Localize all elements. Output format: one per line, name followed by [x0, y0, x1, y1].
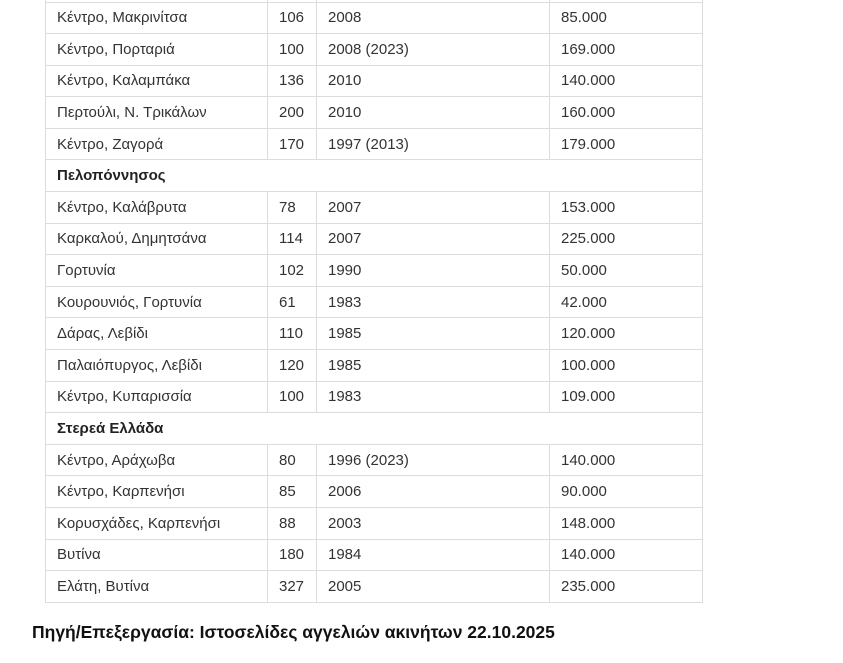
price-cell: 179.000 — [550, 128, 703, 160]
location-cell: Βυτίνα — [46, 539, 268, 571]
location-cell: Κέντρο, Καλάβρυτα — [46, 192, 268, 224]
listing-row — [46, 286, 703, 318]
property-listings-table — [45, 0, 703, 603]
year-cell: 2007 — [317, 223, 550, 255]
price-cell: 140.000 — [550, 539, 703, 571]
listing-row — [46, 223, 703, 255]
price-cell: 90.000 — [550, 476, 703, 508]
year-cell: 1997 (2013) — [317, 128, 550, 160]
listing-row — [46, 255, 703, 287]
size-cell: 136 — [268, 65, 317, 97]
location-cell: Περτούλι, Ν. Τρικάλων — [46, 97, 268, 129]
year-cell: 2010 — [317, 97, 550, 129]
listing-row — [46, 65, 703, 97]
year-cell: 1996 (2023) — [317, 444, 550, 476]
source-line: Πηγή/Επεξεργασία: Ιστοσελίδες αγγελιών ακινήτων 22.10.2025 — [32, 621, 555, 642]
size-cell: 170 — [268, 128, 317, 160]
location-cell: Κέντρο, Ζαγορά — [46, 128, 268, 160]
location-cell: Κέντρο, Καλαμπάκα — [46, 65, 268, 97]
listing-row — [46, 350, 703, 382]
size-cell: 106 — [268, 2, 317, 34]
location-cell: Γορτυνία — [46, 255, 268, 287]
size-cell: 327 — [268, 571, 317, 603]
listing-row — [46, 34, 703, 66]
location-cell: Δάρας, Λεβίδι — [46, 318, 268, 350]
location-cell: Κορυσχάδες, Καρπενήσι — [46, 508, 268, 540]
region-header-cell: Στερεά Ελλάδα — [46, 413, 703, 445]
price-cell: 42.000 — [550, 286, 703, 318]
listing-row — [46, 381, 703, 413]
price-cell: 109.000 — [550, 381, 703, 413]
size-cell: 180 — [268, 539, 317, 571]
year-cell: 1984 — [317, 539, 550, 571]
price-cell: 148.000 — [550, 508, 703, 540]
price-cell: 120.000 — [550, 318, 703, 350]
listing-row — [46, 128, 703, 160]
listing-row — [46, 444, 703, 476]
size-cell: 114 — [268, 223, 317, 255]
listing-row — [46, 97, 703, 129]
location-cell: Κέντρο, Πορταριά — [46, 34, 268, 66]
listing-row — [46, 318, 703, 350]
price-cell: 140.000 — [550, 65, 703, 97]
year-cell: 1990 — [317, 255, 550, 287]
price-cell: 85.000 — [550, 2, 703, 34]
size-cell: 100 — [268, 381, 317, 413]
location-cell: Παλαιόπυργος, Λεβίδι — [46, 350, 268, 382]
year-cell: 1985 — [317, 350, 550, 382]
price-cell: 235.000 — [550, 571, 703, 603]
year-cell: 2008 (2023) — [317, 34, 550, 66]
year-cell: 2003 — [317, 508, 550, 540]
listing-row — [46, 508, 703, 540]
year-cell: 1985 — [317, 318, 550, 350]
listing-row — [46, 2, 703, 34]
region-header-row — [46, 160, 703, 192]
location-cell: Κέντρο, Καρπενήσι — [46, 476, 268, 508]
location-cell: Κέντρο, Αράχωβα — [46, 444, 268, 476]
listing-row — [46, 192, 703, 224]
size-cell: 85 — [268, 476, 317, 508]
year-cell: 2006 — [317, 476, 550, 508]
year-cell: 1983 — [317, 381, 550, 413]
location-cell: Κουρουνιός, Γορτυνία — [46, 286, 268, 318]
year-cell: 1983 — [317, 286, 550, 318]
size-cell: 88 — [268, 508, 317, 540]
size-cell: 200 — [268, 97, 317, 129]
price-cell: 160.000 — [550, 97, 703, 129]
size-cell: 61 — [268, 286, 317, 318]
year-cell: 2007 — [317, 192, 550, 224]
price-cell: 153.000 — [550, 192, 703, 224]
location-cell: Κέντρο, Κυπαρισσία — [46, 381, 268, 413]
size-cell: 102 — [268, 255, 317, 287]
size-cell: 110 — [268, 318, 317, 350]
year-cell: 2005 — [317, 571, 550, 603]
region-header-row — [46, 413, 703, 445]
price-cell: 169.000 — [550, 34, 703, 66]
price-cell: 50.000 — [550, 255, 703, 287]
location-cell: Κέντρο, Μακρινίτσα — [46, 2, 268, 34]
listing-row — [46, 476, 703, 508]
location-cell: Ελάτη, Βυτίνα — [46, 571, 268, 603]
size-cell: 120 — [268, 350, 317, 382]
size-cell: 100 — [268, 34, 317, 66]
price-cell: 100.000 — [550, 350, 703, 382]
price-cell: 140.000 — [550, 444, 703, 476]
listing-row — [46, 571, 703, 603]
location-cell: Καρκαλού, Δημητσάνα — [46, 223, 268, 255]
year-cell: 2008 — [317, 2, 550, 34]
price-cell: 225.000 — [550, 223, 703, 255]
year-cell: 2010 — [317, 65, 550, 97]
listing-row — [46, 539, 703, 571]
size-cell: 78 — [268, 192, 317, 224]
region-header-cell: Πελοπόννησος — [46, 160, 703, 192]
size-cell: 80 — [268, 444, 317, 476]
table-body — [46, 0, 703, 602]
